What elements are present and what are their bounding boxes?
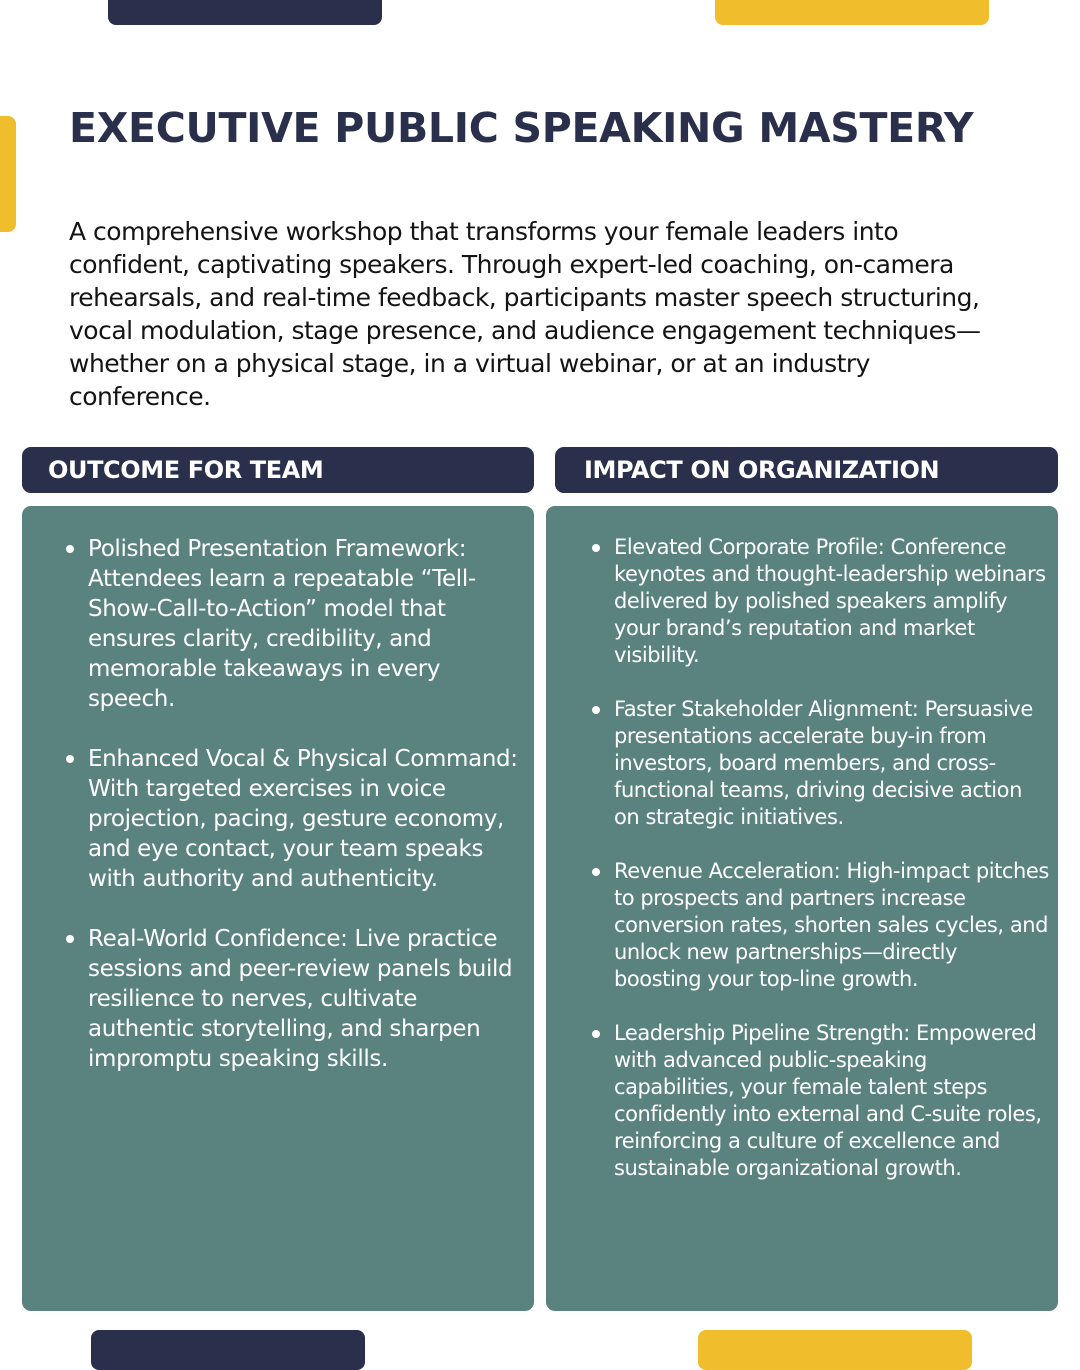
outcome-item: Enhanced Vocal & Physical Command: With targeted exercises in voice projection, pacing, gesture economy, and eye contact, your team speaks with authority and authenticity. bbox=[88, 744, 528, 894]
impact-panel bbox=[546, 506, 1058, 1311]
impact-item: Elevated Corporate Profile: Conference keynotes and thought-leadership webinars delivered by polished speakers amplify your brand’s reputation and market visibility. bbox=[614, 534, 1050, 669]
page-title: EXECUTIVE PUBLIC SPEAKING MASTERY bbox=[69, 104, 974, 152]
impact-header: IMPACT ON ORGANIZATION bbox=[555, 447, 1058, 493]
impact-item: Faster Stakeholder Alignment: Persuasive presentations accelerate buy-in from investors, board members, and cross-functional teams, driving decisive action on strategic initiatives. bbox=[614, 696, 1050, 831]
outcome-item: Real-World Confidence: Live practice sessions and peer-review panels build resilience to nerves, cultivate authentic storytelling, and sharpen impromptu speaking skills. bbox=[88, 924, 528, 1074]
outcome-list bbox=[88, 534, 528, 1104]
intro-paragraph: A comprehensive workshop that transforms your female leaders into confident, captivating speakers. Through expert-led coaching, on-camera rehearsals, and real-time feedback, participants master speech structuring, vocal modulation, stage presence, and audience engagement techniques—whether on a physical stage, in a virtual webinar, or at an industry conference. bbox=[69, 217, 981, 411]
impact-item: Revenue Acceleration: High-impact pitches to prospects and partners increase conversion rates, shorten sales cycles, and unlock new partnerships—directly boosting your top-line growth. bbox=[614, 859, 1049, 991]
impact-list bbox=[614, 534, 1050, 1209]
impact-item: Leadership Pipeline Strength: Empowered with advanced public-speaking capabilities, your female talent steps confidently into external and C-suite roles, reinforcing a culture of excellence and sustainable organizational growth. bbox=[614, 1020, 1050, 1182]
decorative-tab-bottom-left bbox=[91, 1330, 365, 1370]
decorative-tab-top-left bbox=[108, 0, 382, 25]
decorative-tab-bottom-right bbox=[698, 1330, 972, 1370]
decorative-tab-side-left bbox=[0, 116, 16, 232]
decorative-tab-top-right bbox=[715, 0, 989, 25]
outcome-header: OUTCOME FOR TEAM bbox=[22, 447, 534, 493]
outcome-panel bbox=[22, 506, 534, 1311]
outcome-item: Polished Presentation Framework: Attendees learn a repeatable “Tell-Show-Call-to-Action” model that ensures clarity, credibility, and memorable takeaways in every speech. bbox=[88, 534, 528, 714]
